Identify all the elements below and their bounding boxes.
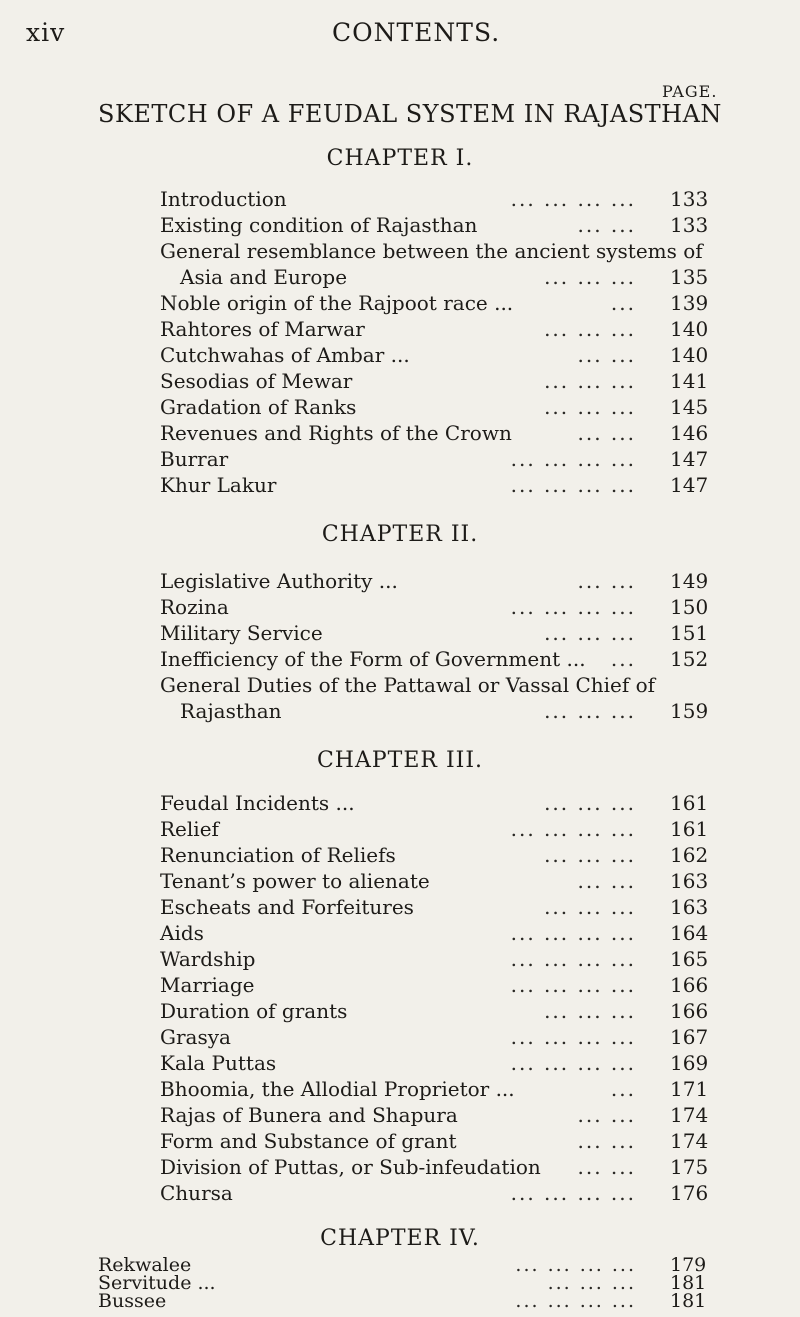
- leader-dots: ... ... ...: [544, 895, 636, 919]
- entry-page-number: 174: [670, 1129, 709, 1153]
- entry-page-number: 139: [670, 291, 709, 315]
- entry-page-number: 135: [670, 265, 709, 289]
- entry-page-number: 145: [670, 395, 709, 419]
- entry-page-number: 161: [670, 791, 709, 815]
- entry-page-number: 150: [670, 595, 709, 619]
- toc-entry: [160, 1050, 720, 1076]
- leader-dots: ... ... ... ...: [510, 473, 636, 497]
- toc-entry: [160, 946, 720, 972]
- entry-title: Grasya: [160, 1025, 231, 1049]
- entry-title: Inefficiency of the Form of Government ...: [160, 647, 586, 671]
- leader-dots: ... ... ... ...: [510, 817, 636, 841]
- entry-title: Chursa: [160, 1181, 233, 1205]
- toc-entry: [160, 446, 720, 472]
- leader-dots: ... ...: [577, 569, 636, 593]
- entry-page-number: 163: [670, 895, 709, 919]
- toc-entry: [160, 472, 720, 498]
- entry-page-number: 141: [670, 369, 709, 393]
- leader-dots: ... ... ...: [544, 317, 636, 341]
- entry-title: Rekwalee: [98, 1254, 192, 1276]
- leader-dots: ... ... ... ...: [510, 921, 636, 945]
- toc-entry: [160, 998, 720, 1024]
- leader-dots: ... ... ... ...: [510, 947, 636, 971]
- leader-dots: ... ... ... ...: [510, 1181, 636, 1205]
- entry-title: Introduction: [160, 187, 287, 211]
- page-header: [26, 12, 766, 48]
- entry-title-continued: Rajasthan: [180, 699, 282, 723]
- toc-entry: [160, 420, 720, 446]
- leader-dots: ... ... ...: [544, 791, 636, 815]
- chapter-heading: CHAPTER III.: [316, 748, 484, 773]
- leader-dots: ... ... ... ...: [515, 1254, 636, 1276]
- entry-title: Wardship: [160, 947, 256, 971]
- toc-entry: [160, 1102, 720, 1128]
- entry-title: Relief: [160, 817, 219, 841]
- entry-page-number: 166: [670, 999, 709, 1023]
- toc-entry: [160, 342, 720, 368]
- entry-title: Noble origin of the Rajpoot race ...: [160, 291, 514, 315]
- entry-page-number: 161: [670, 817, 709, 841]
- entry-title: Burrar: [160, 447, 229, 471]
- entry-title: General resemblance between the ancient systems of: [160, 239, 703, 263]
- leader-dots: ... ... ...: [544, 999, 636, 1023]
- entry-title: Form and Substance of grant: [160, 1129, 457, 1153]
- entry-page-number: 167: [670, 1025, 709, 1049]
- leader-dots: ... ... ...: [544, 843, 636, 867]
- entry-title: Cutchwahas of Ambar ...: [160, 343, 410, 367]
- toc-entry: [160, 238, 720, 264]
- leader-dots: ... ... ... ...: [510, 187, 636, 211]
- entry-page-number: 151: [670, 621, 709, 645]
- entry-page-number: 147: [670, 473, 709, 497]
- leader-dots: ... ... ...: [544, 369, 636, 393]
- running-title: CONTENTS.: [332, 18, 501, 47]
- toc-entry: [160, 1154, 720, 1180]
- entry-title: Escheats and Forfeitures: [160, 895, 414, 919]
- entry-title: Feudal Incidents ...: [160, 791, 355, 815]
- toc-entry: [160, 972, 720, 998]
- entry-page-number: 133: [670, 187, 709, 211]
- toc-entry: [160, 790, 720, 816]
- leader-dots: ...: [610, 647, 636, 671]
- entry-page-number: 174: [670, 1103, 709, 1127]
- entry-title: Khur Lakur: [160, 473, 277, 497]
- entry-page-number: 175: [670, 1155, 709, 1179]
- entry-page-number: 169: [670, 1051, 709, 1075]
- toc-entry: [160, 1024, 720, 1050]
- leader-dots: ... ...: [577, 869, 636, 893]
- entry-title: Division of Puttas, or Sub-infeudation: [160, 1155, 541, 1179]
- toc-entry: [160, 186, 720, 212]
- toc-entry: [160, 1076, 720, 1102]
- leader-dots: ... ... ... ...: [510, 973, 636, 997]
- leader-dots: ... ... ...: [544, 265, 636, 289]
- toc-entry: [160, 1128, 720, 1154]
- entry-title: Duration of grants: [160, 999, 348, 1023]
- entry-title: Bussee: [98, 1290, 167, 1312]
- leader-dots: ... ...: [577, 421, 636, 445]
- entry-page-number: 147: [670, 447, 709, 471]
- entry-title: Legislative Authority ...: [160, 569, 398, 593]
- toc-entry: [160, 368, 720, 394]
- entry-page-number: 146: [670, 421, 709, 445]
- chapter-heading: CHAPTER IV.: [320, 1226, 480, 1251]
- toc-entry: [160, 920, 720, 946]
- toc-entry: [160, 842, 720, 868]
- toc-entry: [160, 594, 720, 620]
- toc-entry: [160, 290, 720, 316]
- entry-page-number: 140: [670, 343, 709, 367]
- entry-title: Aids: [160, 921, 204, 945]
- entry-page-number: 166: [670, 973, 709, 997]
- entry-page-number: 179: [670, 1254, 707, 1276]
- toc-entry: [160, 212, 720, 238]
- toc-entry-continuation: [160, 698, 720, 724]
- leader-dots: ... ...: [577, 343, 636, 367]
- entry-title: Rahtores of Marwar: [160, 317, 365, 341]
- toc-entry-continuation: [160, 264, 720, 290]
- entry-title: Rajas of Bunera and Shapura: [160, 1103, 458, 1127]
- entry-title: Rozina: [160, 595, 229, 619]
- leader-dots: ... ... ... ...: [510, 595, 636, 619]
- toc-entry: [160, 620, 720, 646]
- toc-entry: [160, 868, 720, 894]
- toc-entry: [160, 672, 720, 698]
- entry-page-number: 162: [670, 843, 709, 867]
- leader-dots: ... ...: [577, 1155, 636, 1179]
- toc-entry: [160, 568, 720, 594]
- leader-dots: ... ... ... ...: [510, 1025, 636, 1049]
- entry-title: Existing condition of Rajasthan: [160, 213, 478, 237]
- toc-entry: [160, 894, 720, 920]
- toc-entry: [160, 316, 720, 342]
- toc-entry: [160, 394, 720, 420]
- leader-dots: ... ...: [577, 1129, 636, 1153]
- leader-dots: ... ...: [577, 1103, 636, 1127]
- page-number-roman: xiv: [26, 18, 66, 47]
- chapter-heading: CHAPTER II.: [321, 522, 479, 547]
- page-column-label: PAGE.: [662, 82, 718, 101]
- leader-dots: ... ... ...: [544, 395, 636, 419]
- leader-dots: ... ...: [577, 213, 636, 237]
- entry-title: Renunciation of Reliefs: [160, 843, 396, 867]
- entry-page-number: 140: [670, 317, 709, 341]
- leader-dots: ... ... ...: [547, 1272, 636, 1294]
- entry-page-number: 149: [670, 569, 709, 593]
- leader-dots: ... ... ... ...: [510, 1051, 636, 1075]
- chapter-heading: CHAPTER I.: [326, 146, 474, 171]
- toc-entry: [160, 646, 720, 672]
- entry-page-number: 181: [670, 1290, 707, 1312]
- entry-page-number: 165: [670, 947, 709, 971]
- entry-title: Sesodias of Mewar: [160, 369, 353, 393]
- entry-page-number: 181: [670, 1272, 707, 1294]
- entry-title: Revenues and Rights of the Crown: [160, 421, 512, 445]
- entry-page-number: 159: [670, 699, 709, 723]
- entry-page-number: 163: [670, 869, 709, 893]
- section-title: SKETCH OF A FEUDAL SYSTEM IN RAJASTHAN: [98, 100, 722, 128]
- toc-entry: [98, 1290, 720, 1312]
- entry-title: Gradation of Ranks: [160, 395, 357, 419]
- entry-title: Servitude ...: [98, 1272, 216, 1294]
- entry-title-continued: Asia and Europe: [180, 265, 348, 289]
- entry-title: Tenant’s power to alienate: [160, 869, 430, 893]
- leader-dots: ... ... ... ...: [510, 447, 636, 471]
- entry-page-number: 171: [670, 1077, 709, 1101]
- leader-dots: ...: [610, 1077, 636, 1101]
- entry-title: Bhoomia, the Allodial Proprietor ...: [160, 1077, 515, 1101]
- toc-entry: [160, 816, 720, 842]
- entry-title: General Duties of the Pattawal or Vassal Chief of: [160, 673, 656, 697]
- entry-title: Marriage: [160, 973, 255, 997]
- entry-title: Military Service: [160, 621, 323, 645]
- leader-dots: ... ... ...: [544, 699, 636, 723]
- toc-entry: [160, 1180, 720, 1206]
- entry-page-number: 164: [670, 921, 709, 945]
- entry-page-number: 133: [670, 213, 709, 237]
- entry-title: Kala Puttas: [160, 1051, 277, 1075]
- entry-page-number: 176: [670, 1181, 709, 1205]
- leader-dots: ...: [610, 291, 636, 315]
- entry-page-number: 152: [670, 647, 709, 671]
- leader-dots: ... ... ...: [544, 621, 636, 645]
- leader-dots: ... ... ... ...: [515, 1290, 636, 1312]
